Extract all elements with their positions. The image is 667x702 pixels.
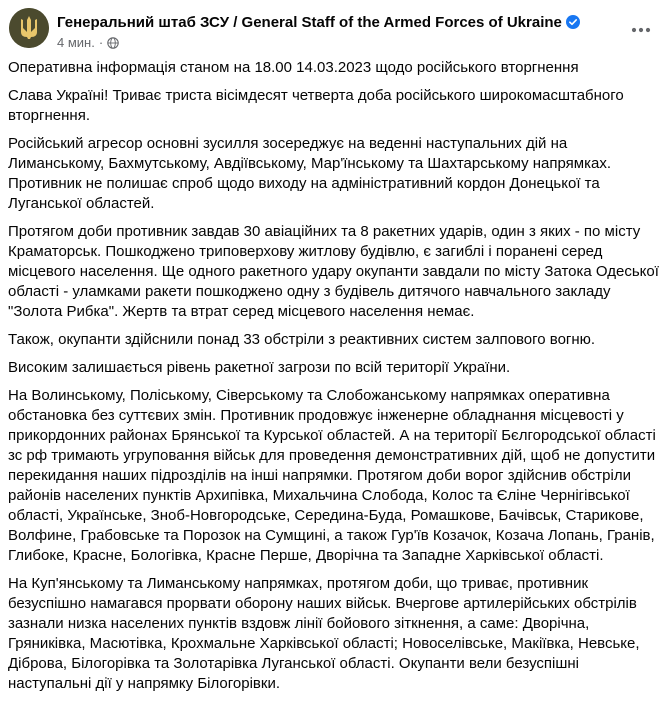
post-paragraph: Російський агресор основні зусилля зосереджує на веденні наступальних дій на Лиманському, Бахмутському, Авдіївському, Мар'їнському та Шахтарському напрямках. Противник не полишає спроб щодо виходу на адміністративний кордон Донецької та Луганської областей. xyxy=(8,135,612,212)
post-paragraph: На Волинському, Поліському, Сіверському та Слобожанському напрямках оперативна обстановка без суттєвих змін. Противник продовжує інженерне обладнання місцевості у прикордонних районах Брянської та Курської областей. А на території Бєлгородської області зс рф тримають угруповання військ для проведення демонстративних дій, щоб не допустити перекидання наших підрозділів на інші напрямки. Протягом доби ворог здійснив обстріли районів населених пунктів Архипівка, Михальчина Слобода, Колос та Єліне Чернігівської області, Українське, Зноб-Новгородське, Середина-Буда, Ромашкове, Бачівськ, Старикове, Волфине, Грабовське та Порозок на Сумщині, а також Гур'їв Козачок, Козача Лопань, Гранів, Глибоке, Красне, Бологівка, Красне Перше, Дворічна та Западне Харківської області. xyxy=(8,387,656,564)
post-paragraph: Протягом доби противник завдав 30 авіаційних та 8 ракетних ударів, один з яких - по місту Краматорськ. Пошкоджено триповерхову житлову будівлю, є загиблі і поранені серед місцевого населення. Ще одного ракетного удару окупанти завдали по місту Затока Одеської області - уламками ракети пошкоджено одну з будівель дитячого навчального закладу "Золота Рибка". Жертв та втрат серед місцевого населення немає. xyxy=(8,223,659,320)
page-name[interactable] xyxy=(57,14,580,31)
more-options-icon xyxy=(631,27,651,33)
post-paragraph: Слава Україні! Триває триста вісімдесят четверта доба російського широкомасштабного вторгнення. xyxy=(8,87,624,124)
ukraine-trident-emblem xyxy=(9,8,49,48)
page-name-text[interactable]: Генеральний штаб ЗСУ / General Staff of the Armed Forces of Ukraine xyxy=(57,14,562,31)
post-meta xyxy=(57,35,119,50)
post-paragraph: На Куп'янському та Лиманському напрямках, протягом доби, що триває, противник безуспішно намагався прорвати оборону наших військ. Вчергове артилерійських обстрілів зазнали низка населених пунктів вздовж лінії бойового зіткнення, а саме: Дворічна, Гряниківка, Масютівка, Крохмальне Харківської області; Новоселівське, Макіївка, Невське, Діброва, Білогорівка та Золотарівка Луганської області. Окупанти вели безуспішні наступальні дії у напрямку Білогорівки. xyxy=(8,575,640,692)
meta-separator: · xyxy=(98,35,104,50)
post-paragraph: Також, окупанти здійснили понад 33 обстріли з реактивних систем залпового вогню. xyxy=(8,331,596,348)
post-paragraph: Високим залишається рівень ракетної загрози по всій території України. xyxy=(8,359,511,376)
post-body xyxy=(8,58,660,702)
verified-badge-icon xyxy=(566,15,580,29)
globe-icon[interactable] xyxy=(107,37,119,49)
post-time[interactable]: 4 мин. xyxy=(57,35,95,50)
post-paragraph: Оперативна інформація станом на 18.00 14.03.2023 щодо російського вторгнення xyxy=(8,59,579,76)
page-avatar[interactable] xyxy=(9,8,49,48)
post-header xyxy=(9,8,659,56)
more-options-button[interactable] xyxy=(627,16,655,44)
